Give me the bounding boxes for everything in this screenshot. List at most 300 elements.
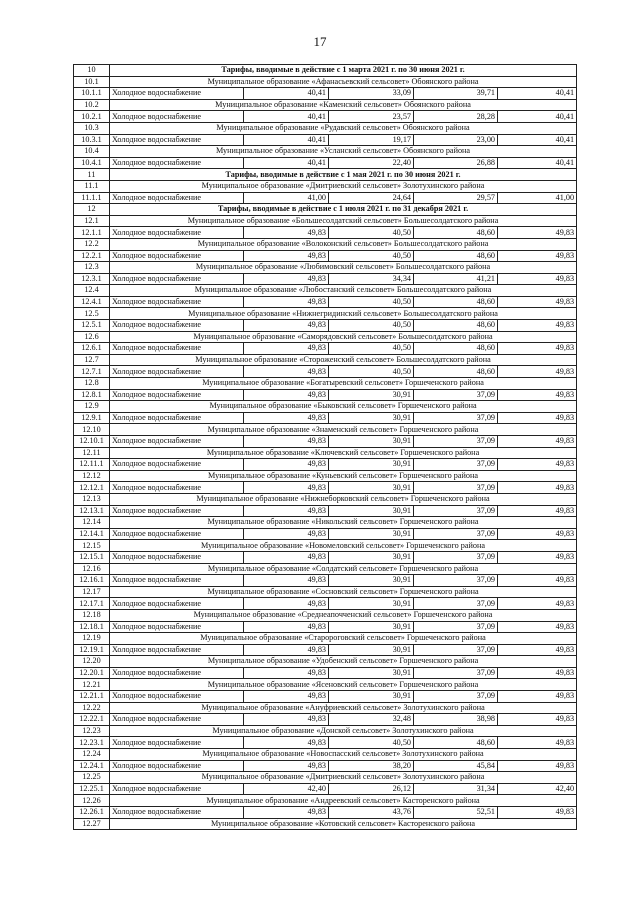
tariff-value-1: 40,41 [244, 111, 329, 123]
municipality-row [74, 540, 577, 552]
service-name: Холодное водоснабжение [110, 737, 244, 749]
tariff-value-2: 40,50 [329, 737, 414, 749]
tariff-value-1: 49,83 [244, 505, 329, 517]
tariff-value-3: 52,51 [414, 807, 498, 819]
tariff-value-1: 49,83 [244, 343, 329, 355]
service-name: Холодное водоснабжение [110, 436, 244, 448]
tariff-value-2: 30,91 [329, 621, 414, 633]
row-code: 12.9.1 [74, 412, 110, 424]
service-row [74, 111, 577, 123]
service-name: Холодное водоснабжение [110, 192, 244, 204]
row-code: 12.5.1 [74, 320, 110, 332]
tariff-value-1: 49,83 [244, 296, 329, 308]
municipality-code: 12.27 [74, 818, 110, 830]
tariff-value-1: 49,83 [244, 273, 329, 285]
municipality-row [74, 772, 577, 784]
municipality-row [74, 215, 577, 227]
tariff-value-2: 26,12 [329, 783, 414, 795]
tariff-value-1: 49,83 [244, 320, 329, 332]
municipality-code: 12.5 [74, 308, 110, 320]
tariff-value-2: 32,48 [329, 714, 414, 726]
municipality-name: Муниципальное образование «Ануфриевский сельсовет» Золотухинского района [110, 702, 577, 714]
municipality-row [74, 285, 577, 297]
municipality-row [74, 122, 577, 134]
tariff-value-3: 37,09 [414, 505, 498, 517]
service-name: Холодное водоснабжение [110, 412, 244, 424]
tariff-value-4: 40,41 [498, 111, 577, 123]
table-body [74, 65, 577, 830]
tariff-value-1: 49,83 [244, 691, 329, 703]
municipality-row [74, 308, 577, 320]
tariff-value-2: 30,91 [329, 528, 414, 540]
municipality-row [74, 679, 577, 691]
municipality-name: Муниципальное образование «Ключевский сельсовет» Горшеченского района [110, 447, 577, 459]
tariff-value-3: 37,09 [414, 528, 498, 540]
municipality-row [74, 586, 577, 598]
municipality-code: 10.3 [74, 122, 110, 134]
municipality-name: Муниципальное образование «Стороженский сельсовет» Большесолдатского района [110, 354, 577, 366]
service-row [74, 296, 577, 308]
row-code: 12.24.1 [74, 760, 110, 772]
tariff-value-4: 49,83 [498, 621, 577, 633]
municipality-code: 12.16 [74, 563, 110, 575]
section-heading: Тарифы, вводимые в действие с 1 мая 2021 г. по 30 июня 2021 г. [110, 169, 577, 181]
municipality-name: Муниципальное образование «Богатыревский сельсовет» Горшеченского района [110, 378, 577, 390]
municipality-row [74, 470, 577, 482]
section-code: 10 [74, 65, 110, 77]
row-code: 10.1.1 [74, 88, 110, 100]
service-name: Холодное водоснабжение [110, 783, 244, 795]
municipality-row [74, 99, 577, 111]
municipality-row [74, 238, 577, 250]
municipality-name: Муниципальное образование «Донской сельсовет» Золотухинского района [110, 725, 577, 737]
service-name: Холодное водоснабжение [110, 389, 244, 401]
tariff-value-3: 23,00 [414, 134, 498, 146]
tariff-value-1: 40,41 [244, 88, 329, 100]
service-row [74, 389, 577, 401]
municipality-name: Муниципальное образование «Новоспасский сельсовет» Золотухинского района [110, 749, 577, 761]
municipality-name: Муниципальное образование «Солдатский сельсовет» Горшеченского района [110, 563, 577, 575]
service-name: Холодное водоснабжение [110, 273, 244, 285]
municipality-row [74, 424, 577, 436]
municipality-code: 12.21 [74, 679, 110, 691]
service-row [74, 575, 577, 587]
tariff-value-3: 48,60 [414, 250, 498, 262]
section-heading: Тарифы, вводимые в действие с 1 июля 2021 г. по 31 декабря 2021 г. [110, 204, 577, 216]
municipality-row [74, 818, 577, 830]
tariff-value-4: 49,83 [498, 505, 577, 517]
tariff-value-1: 49,83 [244, 389, 329, 401]
tariff-value-4: 49,83 [498, 250, 577, 262]
page-number: 17 [313, 34, 327, 49]
row-code: 12.13.1 [74, 505, 110, 517]
service-row [74, 366, 577, 378]
tariff-value-3: 29,57 [414, 192, 498, 204]
municipality-code: 12.15 [74, 540, 110, 552]
tariff-value-3: 37,09 [414, 459, 498, 471]
tariff-value-4: 49,83 [498, 343, 577, 355]
municipality-name: Муниципальное образование «Нижнегридинский сельсовет» Большесолдатского района [110, 308, 577, 320]
municipality-row [74, 447, 577, 459]
tariff-value-2: 40,50 [329, 343, 414, 355]
tariff-value-3: 31,34 [414, 783, 498, 795]
tariff-value-4: 49,83 [498, 227, 577, 239]
service-name: Холодное водоснабжение [110, 111, 244, 123]
tariff-value-3: 37,09 [414, 644, 498, 656]
service-name: Холодное водоснабжение [110, 551, 244, 563]
municipality-code: 12.8 [74, 378, 110, 390]
municipality-code: 12.14 [74, 517, 110, 529]
municipality-name: Муниципальное образование «Андреевский сельсовет» Касторенского района [110, 795, 577, 807]
service-name: Холодное водоснабжение [110, 157, 244, 169]
municipality-row [74, 146, 577, 158]
municipality-code: 12.26 [74, 795, 110, 807]
tariff-value-3: 48,60 [414, 296, 498, 308]
tariff-value-3: 37,09 [414, 621, 498, 633]
tariff-value-2: 30,91 [329, 644, 414, 656]
tariff-value-1: 49,83 [244, 667, 329, 679]
tariff-value-1: 49,83 [244, 760, 329, 772]
service-name: Холодное водоснабжение [110, 760, 244, 772]
municipality-name: Муниципальное образование «Любимовский сельсовет» Большесолдатского района [110, 262, 577, 274]
row-code: 12.19.1 [74, 644, 110, 656]
row-code: 12.18.1 [74, 621, 110, 633]
tariff-value-1: 49,83 [244, 575, 329, 587]
tariff-value-2: 30,91 [329, 575, 414, 587]
tariff-value-1: 49,83 [244, 459, 329, 471]
service-row [74, 714, 577, 726]
service-row [74, 528, 577, 540]
service-row [74, 691, 577, 703]
tariff-value-4: 49,83 [498, 459, 577, 471]
tariff-value-3: 48,60 [414, 737, 498, 749]
row-code: 12.10.1 [74, 436, 110, 448]
municipality-code: 12.12 [74, 470, 110, 482]
municipality-name: Муниципальное образование «Дмитриевский сельсовет» Золотухинского района [110, 772, 577, 784]
tariff-value-2: 30,91 [329, 691, 414, 703]
service-row [74, 482, 577, 494]
tariff-value-2: 30,91 [329, 389, 414, 401]
tariff-value-4: 49,83 [498, 714, 577, 726]
municipality-row [74, 262, 577, 274]
municipality-row [74, 563, 577, 575]
tariff-value-3: 41,21 [414, 273, 498, 285]
municipality-row [74, 493, 577, 505]
section-heading-row [74, 204, 577, 216]
tariff-value-2: 23,57 [329, 111, 414, 123]
municipality-code: 12.4 [74, 285, 110, 297]
tariff-value-4: 40,41 [498, 157, 577, 169]
row-code: 12.16.1 [74, 575, 110, 587]
municipality-name: Муниципальное образование «Рудавский сельсовет» Обоянского района [110, 122, 577, 134]
municipality-row [74, 354, 577, 366]
tariff-value-2: 40,50 [329, 227, 414, 239]
municipality-code: 12.6 [74, 331, 110, 343]
municipality-name: Муниципальное образование «Удобенский сельсовет» Горшеченского района [110, 656, 577, 668]
tariff-value-2: 30,91 [329, 482, 414, 494]
municipality-code: 10.4 [74, 146, 110, 158]
tariff-value-2: 19,17 [329, 134, 414, 146]
service-name: Холодное водоснабжение [110, 598, 244, 610]
tariff-value-3: 48,60 [414, 227, 498, 239]
tariff-value-2: 30,91 [329, 459, 414, 471]
tariff-value-4: 49,83 [498, 482, 577, 494]
municipality-row [74, 633, 577, 645]
tariff-value-3: 28,28 [414, 111, 498, 123]
row-code: 10.4.1 [74, 157, 110, 169]
service-row [74, 505, 577, 517]
tariff-value-2: 34,34 [329, 273, 414, 285]
municipality-code: 12.1 [74, 215, 110, 227]
tariff-value-4: 49,83 [498, 551, 577, 563]
tariff-value-2: 30,91 [329, 505, 414, 517]
municipality-name: Муниципальное образование «Нижнеборковский сельсовет» Горшеченского района [110, 493, 577, 505]
tariff-value-2: 30,91 [329, 667, 414, 679]
tariff-value-3: 48,60 [414, 320, 498, 332]
municipality-name: Муниципальное образование «Каменский сельсовет» Обоянского района [110, 99, 577, 111]
tariff-value-1: 49,83 [244, 482, 329, 494]
tariff-value-1: 49,83 [244, 436, 329, 448]
municipality-code: 12.11 [74, 447, 110, 459]
municipality-name: Муниципальное образование «Усланский сельсовет» Обоянского района [110, 146, 577, 158]
municipality-name: Муниципальное образование «Котовский сельсовет» Касторенского района [110, 818, 577, 830]
tariff-value-1: 49,83 [244, 737, 329, 749]
tariff-value-2: 33,09 [329, 88, 414, 100]
service-row [74, 551, 577, 563]
tariff-table [73, 64, 577, 830]
row-code: 12.15.1 [74, 551, 110, 563]
municipality-name: Муниципальное образование «Никольский сельсовет» Горшеченского района [110, 517, 577, 529]
tariff-value-4: 49,83 [498, 296, 577, 308]
municipality-row [74, 656, 577, 668]
tariff-value-3: 37,09 [414, 551, 498, 563]
tariff-value-1: 42,40 [244, 783, 329, 795]
service-name: Холодное водоснабжение [110, 296, 244, 308]
service-row [74, 273, 577, 285]
service-name: Холодное водоснабжение [110, 505, 244, 517]
service-row [74, 644, 577, 656]
tariff-value-4: 49,83 [498, 644, 577, 656]
tariff-value-2: 40,50 [329, 296, 414, 308]
service-name: Холодное водоснабжение [110, 714, 244, 726]
tariff-value-3: 48,60 [414, 343, 498, 355]
service-name: Холодное водоснабжение [110, 88, 244, 100]
tariff-value-4: 49,83 [498, 598, 577, 610]
tariff-value-4: 49,83 [498, 575, 577, 587]
section-heading-row [74, 169, 577, 181]
tariff-value-2: 22,40 [329, 157, 414, 169]
municipality-code: 12.24 [74, 749, 110, 761]
tariff-value-1: 49,83 [244, 528, 329, 540]
service-name: Холодное водоснабжение [110, 343, 244, 355]
tariff-value-4: 49,83 [498, 366, 577, 378]
service-row [74, 343, 577, 355]
tariff-value-1: 49,83 [244, 551, 329, 563]
tariff-value-4: 49,83 [498, 737, 577, 749]
tariff-value-4: 49,83 [498, 691, 577, 703]
row-code: 12.4.1 [74, 296, 110, 308]
municipality-name: Муниципальное образование «Волоконский сельсовет» Большесолдатского района [110, 238, 577, 250]
service-row [74, 783, 577, 795]
municipality-code: 12.7 [74, 354, 110, 366]
municipality-row [74, 378, 577, 390]
tariff-value-1: 49,83 [244, 598, 329, 610]
municipality-name: Муниципальное образование «Куньевский сельсовет» Горшеченского района [110, 470, 577, 482]
row-code: 10.3.1 [74, 134, 110, 146]
section-heading: Тарифы, вводимые в действие с 1 марта 2021 г. по 30 июня 2021 г. [110, 65, 577, 77]
row-code: 12.7.1 [74, 366, 110, 378]
municipality-code: 12.10 [74, 424, 110, 436]
service-name: Холодное водоснабжение [110, 644, 244, 656]
municipality-code: 12.9 [74, 401, 110, 413]
municipality-code: 12.19 [74, 633, 110, 645]
tariff-value-3: 37,09 [414, 691, 498, 703]
municipality-code: 12.13 [74, 493, 110, 505]
service-row [74, 88, 577, 100]
service-name: Холодное водоснабжение [110, 528, 244, 540]
service-name: Холодное водоснабжение [110, 691, 244, 703]
municipality-name: Муниципальное образование «Любостанский сельсовет» Большесолдатского района [110, 285, 577, 297]
row-code: 12.2.1 [74, 250, 110, 262]
row-code: 12.12.1 [74, 482, 110, 494]
tariff-value-3: 37,09 [414, 482, 498, 494]
municipality-code: 12.2 [74, 238, 110, 250]
service-name: Холодное водоснабжение [110, 250, 244, 262]
tariff-value-3: 37,09 [414, 389, 498, 401]
tariff-value-4: 40,41 [498, 88, 577, 100]
municipality-row [74, 702, 577, 714]
municipality-name: Муниципальное образование «Дмитриевский сельсовет» Золотухинского района [110, 180, 577, 192]
tariff-value-4: 40,41 [498, 134, 577, 146]
row-code: 12.6.1 [74, 343, 110, 355]
municipality-row [74, 749, 577, 761]
tariff-value-1: 49,83 [244, 807, 329, 819]
tariff-value-1: 49,83 [244, 366, 329, 378]
municipality-name: Муниципальное образование «Новомеловский сельсовет» Горшеченского района [110, 540, 577, 552]
service-row [74, 598, 577, 610]
tariff-value-2: 38,20 [329, 760, 414, 772]
tariff-value-3: 37,09 [414, 667, 498, 679]
service-row [74, 459, 577, 471]
municipality-name: Муниципальное образование «Саморядовский сельсовет» Большесолдатского района [110, 331, 577, 343]
municipality-row [74, 180, 577, 192]
municipality-name: Муниципальное образование «Быковский сельсовет» Горшеченского района [110, 401, 577, 413]
municipality-row [74, 76, 577, 88]
service-row [74, 737, 577, 749]
tariff-value-2: 30,91 [329, 436, 414, 448]
service-row [74, 227, 577, 239]
service-row [74, 134, 577, 146]
tariff-value-2: 40,50 [329, 366, 414, 378]
tariff-value-1: 49,83 [244, 412, 329, 424]
row-code: 12.20.1 [74, 667, 110, 679]
row-code: 12.17.1 [74, 598, 110, 610]
service-row [74, 807, 577, 819]
tariff-value-1: 41,00 [244, 192, 329, 204]
tariff-value-3: 37,09 [414, 598, 498, 610]
tariff-value-4: 41,00 [498, 192, 577, 204]
tariff-value-3: 37,09 [414, 575, 498, 587]
row-code: 12.11.1 [74, 459, 110, 471]
row-code: 10.2.1 [74, 111, 110, 123]
tariff-value-4: 49,83 [498, 667, 577, 679]
service-name: Холодное водоснабжение [110, 227, 244, 239]
service-name: Холодное водоснабжение [110, 459, 244, 471]
row-code: 12.22.1 [74, 714, 110, 726]
service-name: Холодное водоснабжение [110, 320, 244, 332]
row-code: 12.14.1 [74, 528, 110, 540]
municipality-name: Муниципальное образование «Ясеновский сельсовет» Горшеченского района [110, 679, 577, 691]
service-row [74, 436, 577, 448]
municipality-name: Муниципальное образование «Сосновский сельсовет» Горшеченского района [110, 586, 577, 598]
tariff-value-3: 45,84 [414, 760, 498, 772]
tariff-value-4: 49,83 [498, 412, 577, 424]
tariff-value-4: 49,83 [498, 320, 577, 332]
service-name: Холодное водоснабжение [110, 366, 244, 378]
service-row [74, 621, 577, 633]
tariff-value-2: 40,50 [329, 250, 414, 262]
row-code: 12.26.1 [74, 807, 110, 819]
row-code: 11.1.1 [74, 192, 110, 204]
service-name: Холодное водоснабжение [110, 482, 244, 494]
row-code: 12.8.1 [74, 389, 110, 401]
service-row [74, 320, 577, 332]
tariff-value-3: 26,88 [414, 157, 498, 169]
municipality-name: Муниципальное образование «Среднеапочченский сельсовет» Горшеченского района [110, 609, 577, 621]
tariff-value-4: 49,83 [498, 436, 577, 448]
municipality-name: Муниципальное образование «Большесолдатский сельсовет» Большесолдатского района [110, 215, 577, 227]
municipality-name: Муниципальное образование «Знаменский сельсовет» Горшеченского района [110, 424, 577, 436]
tariff-value-4: 49,83 [498, 760, 577, 772]
tariff-value-4: 42,40 [498, 783, 577, 795]
municipality-code: 12.17 [74, 586, 110, 598]
municipality-code: 12.18 [74, 609, 110, 621]
tariff-value-3: 37,09 [414, 412, 498, 424]
row-code: 12.25.1 [74, 783, 110, 795]
municipality-name: Муниципальное образование «Афанасьевский сельсовет» Обоянского района [110, 76, 577, 88]
municipality-code: 11.1 [74, 180, 110, 192]
municipality-code: 12.20 [74, 656, 110, 668]
tariff-value-2: 30,91 [329, 598, 414, 610]
tariff-value-3: 48,60 [414, 366, 498, 378]
tariff-value-2: 24,64 [329, 192, 414, 204]
tariff-value-1: 49,83 [244, 644, 329, 656]
municipality-row [74, 401, 577, 413]
row-code: 12.1.1 [74, 227, 110, 239]
municipality-name: Муниципальное образование «Старороговский сельсовет» Горшеченского района [110, 633, 577, 645]
municipality-code: 12.22 [74, 702, 110, 714]
municipality-code: 12.23 [74, 725, 110, 737]
municipality-row [74, 609, 577, 621]
municipality-code: 10.1 [74, 76, 110, 88]
tariff-value-1: 40,41 [244, 157, 329, 169]
tariff-value-2: 43,76 [329, 807, 414, 819]
municipality-code: 12.25 [74, 772, 110, 784]
tariff-value-2: 30,91 [329, 412, 414, 424]
row-code: 12.21.1 [74, 691, 110, 703]
section-code: 11 [74, 169, 110, 181]
tariff-value-4: 49,83 [498, 273, 577, 285]
service-row [74, 250, 577, 262]
municipality-row [74, 331, 577, 343]
tariff-value-4: 49,83 [498, 528, 577, 540]
municipality-row [74, 725, 577, 737]
service-name: Холодное водоснабжение [110, 134, 244, 146]
section-code: 12 [74, 204, 110, 216]
service-row [74, 412, 577, 424]
tariff-value-4: 49,83 [498, 389, 577, 401]
tariff-value-3: 38,98 [414, 714, 498, 726]
